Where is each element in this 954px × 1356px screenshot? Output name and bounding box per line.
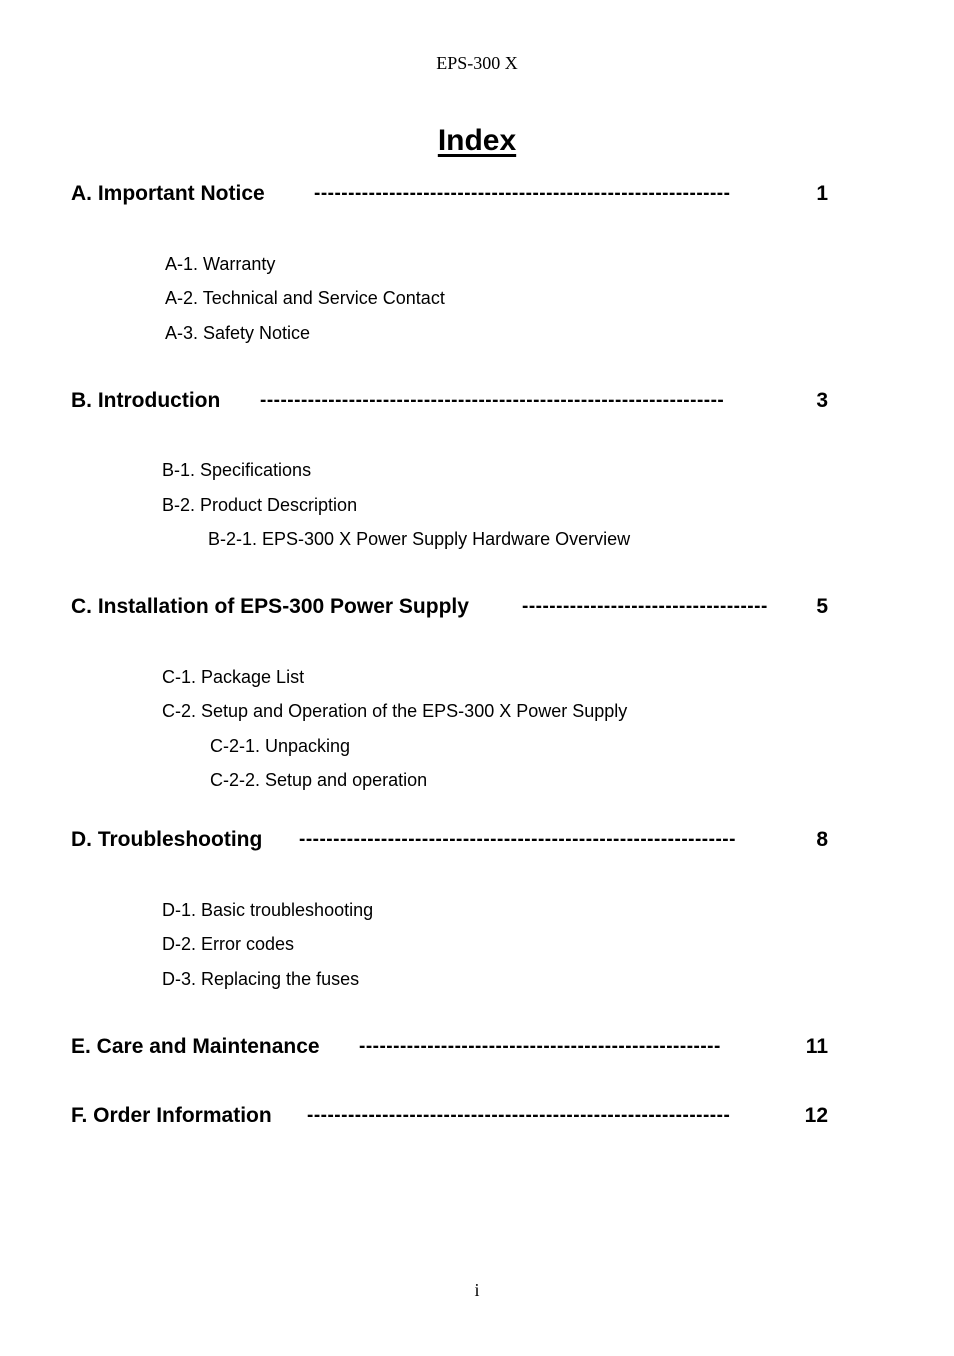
section-title: C. Installation of EPS-300 Power Supply — [71, 595, 469, 618]
toc-item-d-2[interactable]: D-2. Error codes — [162, 934, 295, 954]
section-page-number: 11 — [805, 1035, 828, 1058]
section-page-number: 5 — [816, 595, 828, 618]
toc-item-d-1[interactable]: D-1. Basic troubleshooting — [162, 900, 374, 920]
section-title: A. Important Notice — [71, 182, 265, 205]
dot-leader: ----------------------------------------------------- — [359, 1036, 721, 1057]
toc-item-c-2[interactable]: C-2. Setup and Operation of the EPS-300 X Power Supply — [162, 701, 628, 721]
section-title: F. Order Information — [71, 1104, 272, 1127]
dot-leader: ---------------------------------------------------------------- — [299, 829, 736, 850]
toc-item-a-2[interactable]: A-2. Technical and Service Contact — [165, 288, 445, 308]
toc-item-b-2[interactable]: B-2. Product Description — [162, 495, 358, 515]
section-page-number: 12 — [804, 1104, 828, 1127]
toc-item-a-3[interactable]: A-3. Safety Notice — [165, 323, 311, 343]
section-page-number: 3 — [816, 389, 828, 412]
section-page-number: 1 — [816, 182, 828, 205]
section-title: B. Introduction — [71, 389, 221, 412]
dot-leader: -------------------------------------------------------------------- — [260, 390, 725, 411]
toc-item-c-2-1[interactable]: C-2-1. Unpacking — [210, 736, 351, 756]
section-title: E. Care and Maintenance — [71, 1035, 320, 1058]
section-title: D. Troubleshooting — [71, 828, 263, 851]
dot-leader: ------------------------------------------------------------- — [314, 183, 731, 204]
page-title: Index — [437, 124, 517, 157]
toc-item-a-1[interactable]: A-1. Warranty — [165, 254, 276, 274]
toc-section-f[interactable] — [71, 1102, 828, 1130]
page-number-footer: i — [474, 1280, 480, 1300]
toc-item-b-2-1[interactable]: B-2-1. EPS-300 X Power Supply Hardware Overview — [208, 529, 631, 549]
toc-item-d-3[interactable]: D-3. Replacing the fuses — [162, 969, 360, 989]
page-header: EPS-300 X — [436, 53, 518, 73]
toc-section-d[interactable] — [71, 826, 828, 854]
section-page-number: 8 — [816, 828, 828, 851]
toc-item-c-1[interactable]: C-1. Package List — [162, 667, 305, 687]
toc-section-a[interactable] — [71, 180, 828, 208]
dot-leader: ------------------------------------ — [522, 596, 768, 617]
dot-leader: -------------------------------------------------------------- — [307, 1105, 731, 1126]
toc-section-c[interactable] — [71, 593, 828, 621]
toc-item-c-2-2[interactable]: C-2-2. Setup and operation — [210, 770, 428, 790]
toc-item-b-1[interactable]: B-1. Specifications — [162, 460, 312, 480]
toc-section-b[interactable] — [71, 387, 828, 415]
toc-section-e[interactable] — [71, 1033, 828, 1061]
